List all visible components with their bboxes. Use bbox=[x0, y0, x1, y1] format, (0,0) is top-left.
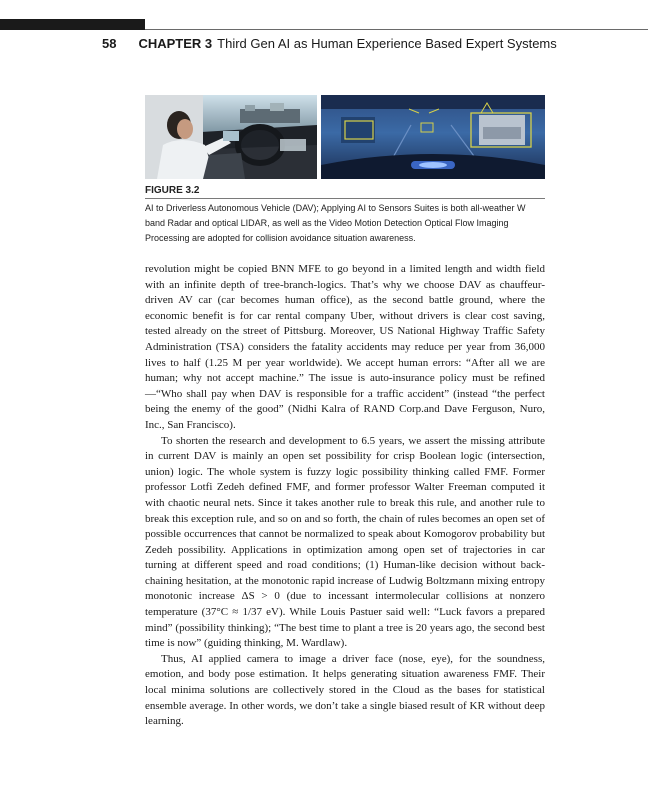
page-number: 58 bbox=[102, 36, 117, 51]
figure-label: FIGURE 3.2 bbox=[145, 185, 200, 196]
driver-in-car-photo bbox=[145, 95, 317, 179]
header-black-bar bbox=[0, 19, 145, 30]
paragraph-1: revolution might be copied BNN MFE to go beyond in a limited length and width field with an infinite depth of tree-branch-logics. That’s why we choose DAV as chauffeur-driven AV car (car becomes human office), as the second battle ground, where the economic benefit is for car rental company Uber, without drivers is clear cost saving, tested already on the street of Pittsburg. Moreover, US National Highway Traffic Safety Administration (TSA) considers the fatality accidents may reduce per year from 36,000 lives to half (1.25 M per year worldwide). We accept human errors: “After all we are human; why not accept machine.” The issue is auto-insurance policy must be refined—“Who shall pay when DAV is responsible for a traffic accident” (instead “the perfect being the enemy of the good” (Nidhi Kalra of RAND Corp.and Dave Ferguson, Nuro, Inc., San Francisco). bbox=[145, 263, 545, 431]
body-text bbox=[145, 262, 545, 730]
sensor-view-photo bbox=[321, 95, 545, 179]
header-rule bbox=[145, 29, 648, 30]
figure-3-2 bbox=[145, 95, 545, 179]
chapter-label: CHAPTER 3 bbox=[138, 36, 213, 51]
figure-caption-rule bbox=[145, 198, 545, 199]
paragraph-2: To shorten the research and development to 6.5 years, we assert the missing attribute in current DAV is mainly an open set possibility for crisp Boolean logic (intersection, union) logic. The whole system is fuzzy logic possibility thinking called FMF. Former professor Lotfi Zedeh defined FMF, and former professor Walter Freeman computed it with chaotic neural nets. Since it takes another rule to break this rule, and another rule to break this exception rule, and so on and so forth, the chain of rules becomes an open set of possible occurrences that cannot be normalized to speak about Komogorov probability but Zedeh possibility. Applications in optimization among open set of trajectories in car turning at different speed and road conditions; (1) Human-like decision without back-chaining hesitation, at the monotonic rapid increase of Ludwig Boltzmann mixing entropy monotonic increase ΔS > 0 (due to incessant intermolecular collisions at nonzero temperature (37°C ≈ 1/37 eV). While Louis Pastuer said well: “Luck favors a prepared mind” (possibility thinking); “The best time to plant a tree is 20 years ago, the second best time is now” (guiding thinking, M. Wardlaw). bbox=[145, 434, 545, 650]
running-head bbox=[102, 36, 557, 51]
figure-caption: AI to Driverless Autonomous Vehicle (DAV); Applying AI to Sensors Suites is both all-weather W band Radar and optical LIDAR, as well as the Video Motion Detection Optical Flow Imaging Processing are adopted for collision avoidance situation awareness. bbox=[145, 203, 526, 243]
paragraph-3: Thus, AI applied camera to image a driver face (nose, eye), for the soundness, emotion, and body pose estimation. It helps generating situation awareness FMF. Their local minima solutions are collectively stored in the Cloud as the bases for statistical ensemble average. In other words, we don’t take a single biased result of KR without deep learning. bbox=[145, 652, 545, 728]
chapter-title: Third Gen AI as Human Experience Based Expert Systems bbox=[217, 36, 557, 51]
